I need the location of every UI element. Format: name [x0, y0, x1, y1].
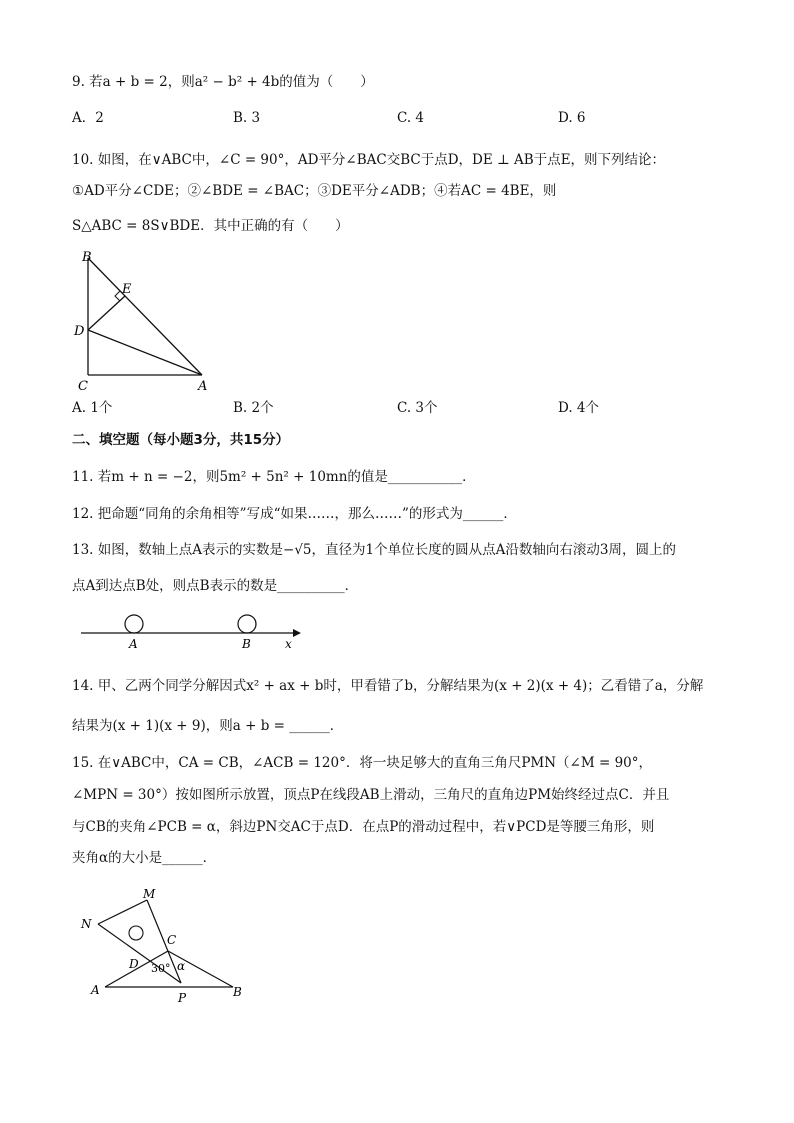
- q10-line1: 10. 如图，在∨ABC中，∠C = 90°，AD平分∠BAC交BC于点D，DE ⊥ AB于点E，则下列结论：: [72, 152, 666, 168]
- q15-line2: ∠MPN = 30°）按如图所示放置，顶点P在线段AB上滑动，三角尺的直角边PM始终经过点C．并且: [72, 787, 670, 803]
- q13-label-x: x: [285, 637, 292, 651]
- q10-label-b: B: [82, 250, 92, 265]
- q15-set-square-figure: [75, 880, 255, 1005]
- q9-option-d: D. 6: [558, 110, 586, 126]
- q10-label-a: A: [198, 379, 208, 394]
- q13-line1: 13. 如图，数轴上点A表示的实数是−√5，直径为1个单位长度的圆从点A沿数轴向右滚动3周，圆上的: [72, 542, 676, 558]
- q9-option-a: A．2: [72, 110, 104, 126]
- q9-stem: 9. 若a + b = 2，则a² − b² + 4b的值为（ ）: [72, 74, 374, 90]
- q10-option-b: B. 2个: [233, 400, 274, 416]
- q10-label-e: E: [122, 282, 132, 297]
- q10-option-d: D. 4个: [558, 400, 600, 416]
- q13-label-a: A: [129, 637, 138, 651]
- q13-number-line-figure: [75, 612, 315, 657]
- q13-line2: 点A到达点B处，则点B表示的数是__________．: [72, 578, 359, 594]
- q9-option-b: B. 3: [233, 110, 261, 126]
- q12-text: 12. 把命题“同角的余角相等”写成“如果……，那么……”的形式为______．: [72, 506, 517, 522]
- q10-line2: ①AD平分∠CDE；②∠BDE = ∠BAC；③DE平分∠ADB；④若AC = 4BE，则: [72, 183, 557, 199]
- q10-triangle-figure: [70, 245, 220, 395]
- q9-option-c: C. 4: [397, 110, 425, 126]
- q10-label-c: C: [78, 379, 88, 394]
- q15-label-p: P: [178, 991, 187, 1005]
- q15-label-b: B: [233, 985, 242, 999]
- q13-label-b: B: [242, 637, 251, 651]
- q15-line1: 15. 在∨ABC中，CA = CB，∠ACB = 120°．将一块足够大的直角三角尺PMN（∠M = 90°，: [72, 755, 653, 771]
- q10-line3: S△ABC = 8S∨BDE．其中正确的有（ ）: [72, 218, 349, 234]
- q15-label-n: N: [81, 917, 92, 931]
- q10-label-d: D: [74, 324, 85, 339]
- q15-label-alpha: α: [177, 959, 186, 973]
- section-title: 二、填空题（每小题3分，共15分）: [72, 432, 290, 448]
- q15-label-d: D: [129, 957, 139, 971]
- q15-label-30deg: 30°: [151, 962, 171, 975]
- q15-line3: 与CB的夹角∠PCB = α，斜边PN交AC于点D．在点P的滑动过程中，若∨PCD是等腰三角形，则: [72, 819, 655, 835]
- q11-text: 11. 若m + n = −2，则5m² + 5n² + 10mn的值是___________．: [72, 469, 476, 485]
- q15-label-m: M: [143, 887, 156, 901]
- q14-line2: 结果为(x + 1)(x + 9)，则a + b = ______．: [72, 718, 344, 734]
- q15-label-a: A: [91, 983, 100, 997]
- q15-line4: 夹角α的大小是______．: [72, 850, 217, 866]
- q14-line1: 14. 甲、乙两个同学分解因式x² + ax + b时，甲看错了b，分解结果为(x + 2)(x + 4)；乙看错了a，分解: [72, 678, 704, 694]
- q15-label-c: C: [167, 933, 177, 947]
- q10-option-a: A. 1个: [72, 400, 113, 416]
- q10-option-c: C. 3个: [397, 400, 438, 416]
